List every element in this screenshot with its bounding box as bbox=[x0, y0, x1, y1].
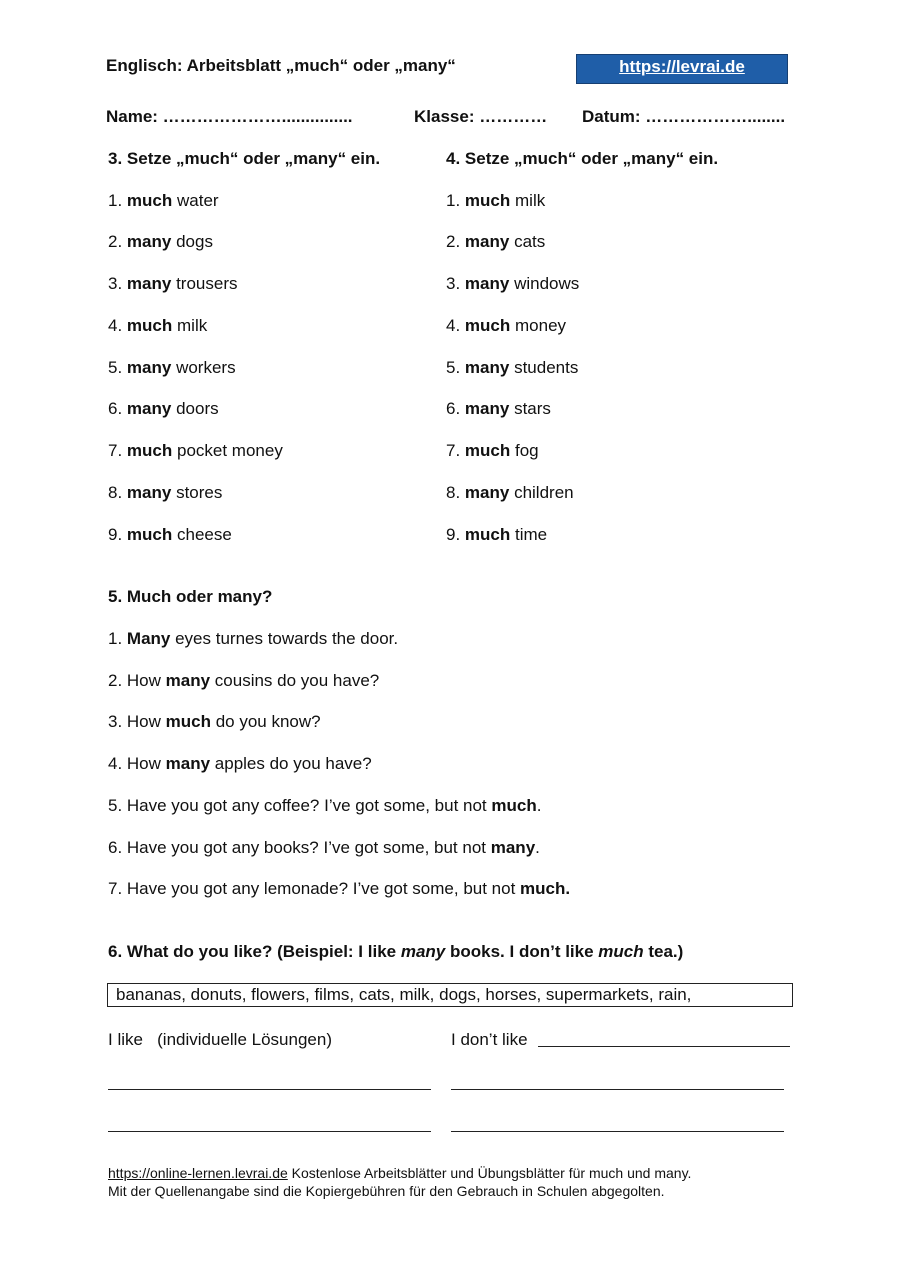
list-item: 3. How much do you know? bbox=[108, 712, 321, 731]
list-item: 1. Many eyes turnes towards the door. bbox=[108, 629, 399, 648]
date-field: Datum: ………………........ bbox=[582, 107, 786, 126]
list-item: 1. much water bbox=[108, 191, 219, 210]
answer-line bbox=[538, 1046, 790, 1047]
list-item: 2. How many cousins do you have? bbox=[108, 671, 380, 690]
list-item: 8. many stores bbox=[108, 483, 223, 502]
list-item: 7. Have you got any lemonade? I’ve got some, but not much. bbox=[108, 879, 571, 898]
footer-link[interactable]: https://online-lernen.levrai.de bbox=[108, 1165, 288, 1181]
footer-line-2: Mit der Quellenangabe sind die Kopiergebühren für den Gebrauch in Schulen abgegolten. bbox=[108, 1183, 665, 1199]
footer-line-1: https://online-lernen.levrai.de Kostenlose Arbeitsblätter und Übungsblätter für much und many. bbox=[108, 1165, 692, 1181]
list-item: 3. many trousers bbox=[108, 274, 238, 293]
site-link-box bbox=[576, 54, 788, 84]
exercise-3-heading: 3. Setze „much“ oder „many“ ein. bbox=[108, 149, 381, 168]
list-item: 9. much time bbox=[446, 525, 548, 544]
list-item: 3. many windows bbox=[446, 274, 580, 293]
list-item: 6. many doors bbox=[108, 399, 219, 418]
class-field: Klasse: ………… bbox=[414, 107, 548, 126]
list-item: 5. Have you got any coffee? I’ve got some, but not much. bbox=[108, 796, 542, 815]
list-item: 2. many dogs bbox=[108, 232, 213, 251]
site-link[interactable]: https://levrai.de bbox=[619, 57, 745, 76]
list-item: 1. much milk bbox=[446, 191, 546, 210]
list-item: 6. Have you got any books? I’ve got some, but not many. bbox=[108, 838, 540, 857]
name-field: Name: …………………............... bbox=[106, 107, 353, 126]
i-dont-like-label: I don’t like bbox=[451, 1030, 528, 1049]
answer-note: (individuelle Lösungen) bbox=[157, 1030, 332, 1049]
word-box: bananas, donuts, flowers, films, cats, milk, dogs, horses, supermarkets, rain, bbox=[107, 983, 793, 1007]
answer-line bbox=[451, 1089, 784, 1090]
answer-line bbox=[108, 1089, 431, 1090]
list-item: 6. many stars bbox=[446, 399, 551, 418]
list-item: 4. much money bbox=[446, 316, 567, 335]
answer-line bbox=[451, 1131, 784, 1132]
list-item: 5. many workers bbox=[108, 358, 236, 377]
list-item: 7. much pocket money bbox=[108, 441, 283, 460]
list-item: 2. many cats bbox=[446, 232, 546, 251]
answer-line bbox=[108, 1131, 431, 1132]
list-item: 4. much milk bbox=[108, 316, 208, 335]
exercise-4-heading: 4. Setze „much“ oder „many“ ein. bbox=[446, 149, 719, 168]
list-item: 9. much cheese bbox=[108, 525, 232, 544]
exercise-6-heading: 6. What do you like? (Beispiel: I like many books. I don’t like much tea.) bbox=[108, 942, 684, 961]
exercise-5-heading: 5. Much oder many? bbox=[108, 587, 273, 606]
i-like-label: I like (individuelle Lösungen) bbox=[108, 1030, 332, 1049]
list-item: 4. How many apples do you have? bbox=[108, 754, 372, 773]
list-item: 5. many students bbox=[446, 358, 579, 377]
worksheet-title: Englisch: Arbeitsblatt „much“ oder „many“ bbox=[106, 56, 456, 75]
list-item: 7. much fog bbox=[446, 441, 539, 460]
list-item: 8. many children bbox=[446, 483, 574, 502]
